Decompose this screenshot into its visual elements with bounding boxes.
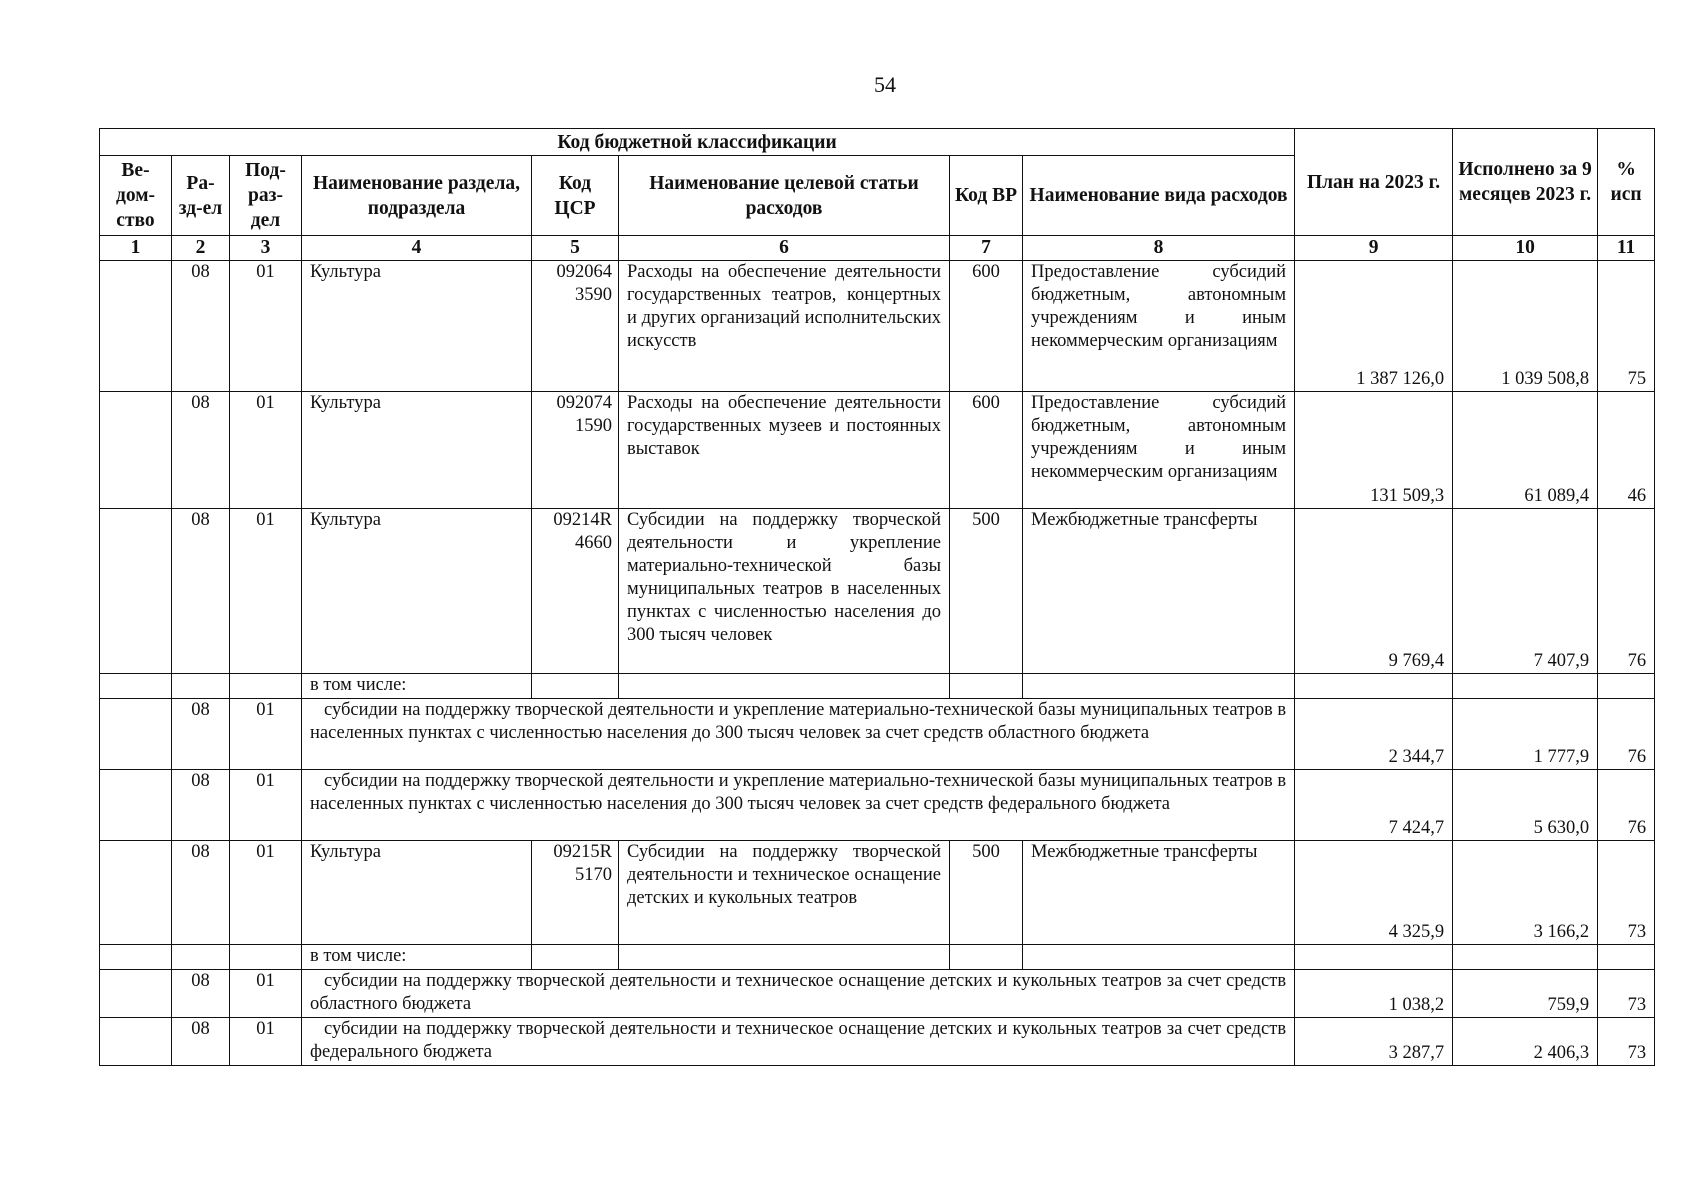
cell-including-label: в том числе: <box>302 945 532 970</box>
column-number: 1 <box>100 236 172 261</box>
cell-pct: 76 <box>1598 699 1655 770</box>
cell-empty <box>1295 674 1453 699</box>
cell-fact: 61 089,4 <box>1453 392 1598 509</box>
table-row <box>100 970 1655 1018</box>
cell-pct: 46 <box>1598 392 1655 509</box>
cell-fact: 3 166,2 <box>1453 841 1598 945</box>
table-row <box>100 699 1655 770</box>
cell-razdel: 08 <box>172 970 230 1018</box>
cell-merged-description: субсидии на поддержку творческой деятельности и техническое оснащение детских и кукольных театров за счет средств областного бюджета <box>302 970 1295 1018</box>
cell-podrazdel: 01 <box>230 699 302 770</box>
cell-name-vr: Межбюджетные трансферты <box>1023 841 1295 945</box>
cell-name-csr: Расходы на обеспечение деятельности государственных музеев и постоянных выставок <box>619 392 950 509</box>
cell-vedomstvo <box>100 970 172 1018</box>
table-row <box>100 261 1655 392</box>
header-name-vr: Наименование вида расходов <box>1023 156 1295 236</box>
cell-fact: 1 777,9 <box>1453 699 1598 770</box>
column-number: 2 <box>172 236 230 261</box>
column-number: 6 <box>619 236 950 261</box>
cell-podrazdel: 01 <box>230 392 302 509</box>
cell-empty <box>532 674 619 699</box>
cell-empty <box>532 945 619 970</box>
column-number: 5 <box>532 236 619 261</box>
table-row-subtotal-label <box>100 945 1655 970</box>
cell-podrazdel: 01 <box>230 509 302 674</box>
cell-podrazdel: 01 <box>230 841 302 945</box>
cell-vr: 500 <box>950 841 1023 945</box>
table-row <box>100 1018 1655 1066</box>
header-name-csr: Наименование целевой статьи расходов <box>619 156 950 236</box>
cell-plan: 7 424,7 <box>1295 770 1453 841</box>
column-number: 8 <box>1023 236 1295 261</box>
cell-csr: 092064 3590 <box>532 261 619 392</box>
cell-empty <box>230 945 302 970</box>
cell-pct: 75 <box>1598 261 1655 392</box>
cell-razdel: 08 <box>172 841 230 945</box>
cell-merged-description: субсидии на поддержку творческой деятельности и укрепление материально-технической базы муниципальных театров в населенных пунктах с численностью населения до 300 тысяч человек за счет средств федерального бюджета <box>302 770 1295 841</box>
cell-plan: 4 325,9 <box>1295 841 1453 945</box>
cell-razdel: 08 <box>172 1018 230 1066</box>
cell-fact: 2 406,3 <box>1453 1018 1598 1066</box>
column-number: 4 <box>302 236 532 261</box>
page-number: 54 <box>874 72 896 97</box>
cell-plan: 1 387 126,0 <box>1295 261 1453 392</box>
header-fact: Исполнено за 9 месяцев 2023 г. <box>1453 129 1598 236</box>
cell-vedomstvo <box>100 699 172 770</box>
cell-plan: 2 344,7 <box>1295 699 1453 770</box>
column-number: 10 <box>1453 236 1598 261</box>
header-row-group <box>100 129 1655 156</box>
cell-razdel: 08 <box>172 261 230 392</box>
cell-pct: 73 <box>1598 970 1655 1018</box>
cell-name-razdel: Культура <box>302 841 532 945</box>
cell-name-vr: Межбюджетные трансферты <box>1023 509 1295 674</box>
header-name-razdel: Наименование раздела, подраздела <box>302 156 532 236</box>
cell-vedomstvo <box>100 392 172 509</box>
cell-pct: 73 <box>1598 841 1655 945</box>
cell-razdel: 08 <box>172 509 230 674</box>
cell-fact: 7 407,9 <box>1453 509 1598 674</box>
cell-name-razdel: Культура <box>302 509 532 674</box>
cell-vr: 500 <box>950 509 1023 674</box>
column-number: 7 <box>950 236 1023 261</box>
header-budget-code-group: Код бюджетной классификации <box>100 129 1295 156</box>
cell-empty <box>172 945 230 970</box>
cell-empty <box>1023 674 1295 699</box>
cell-plan: 131 509,3 <box>1295 392 1453 509</box>
cell-empty <box>100 674 172 699</box>
column-number: 3 <box>230 236 302 261</box>
cell-podrazdel: 01 <box>230 970 302 1018</box>
header-vedomstvo: Ве-дом-ство <box>100 156 172 236</box>
cell-including-label: в том числе: <box>302 674 532 699</box>
header-podrazdel: Под-раз-дел <box>230 156 302 236</box>
cell-name-csr: Субсидии на поддержку творческой деятельности и техническое оснащение детских и кукольных театров <box>619 841 950 945</box>
cell-razdel: 08 <box>172 699 230 770</box>
table-row-subtotal-label <box>100 674 1655 699</box>
cell-vedomstvo <box>100 841 172 945</box>
cell-name-razdel: Культура <box>302 261 532 392</box>
cell-pct: 76 <box>1598 509 1655 674</box>
cell-empty <box>100 945 172 970</box>
cell-empty <box>950 674 1023 699</box>
table-row <box>100 841 1655 945</box>
cell-fact: 1 039 508,8 <box>1453 261 1598 392</box>
cell-name-razdel: Культура <box>302 392 532 509</box>
cell-empty <box>1598 674 1655 699</box>
cell-podrazdel: 01 <box>230 1018 302 1066</box>
cell-vedomstvo <box>100 509 172 674</box>
cell-empty <box>1023 945 1295 970</box>
cell-empty <box>230 674 302 699</box>
cell-pct: 76 <box>1598 770 1655 841</box>
header-pct: % исп <box>1598 129 1655 236</box>
cell-name-vr: Предоставление субсидий бюджетным, автономным учреждениям и иным некоммерческим организациям <box>1023 392 1295 509</box>
cell-csr: 092074 1590 <box>532 392 619 509</box>
cell-empty <box>619 945 950 970</box>
cell-empty <box>1453 945 1598 970</box>
cell-vedomstvo <box>100 770 172 841</box>
cell-vedomstvo <box>100 261 172 392</box>
cell-podrazdel: 01 <box>230 770 302 841</box>
cell-vr: 600 <box>950 261 1023 392</box>
cell-csr: 09214R 4660 <box>532 509 619 674</box>
cell-csr: 09215R 5170 <box>532 841 619 945</box>
cell-name-vr: Предоставление субсидий бюджетным, автономным учреждениям и иным некоммерческим организациям <box>1023 261 1295 392</box>
cell-merged-description: субсидии на поддержку творческой деятельности и техническое оснащение детских и кукольных театров за счет средств федерального бюджета <box>302 1018 1295 1066</box>
cell-fact: 5 630,0 <box>1453 770 1598 841</box>
column-number: 11 <box>1598 236 1655 261</box>
cell-vr: 600 <box>950 392 1023 509</box>
header-vr: Код ВР <box>950 156 1023 236</box>
budget-table <box>99 128 1655 1066</box>
cell-podrazdel: 01 <box>230 261 302 392</box>
cell-name-csr: Субсидии на поддержку творческой деятельности и укрепление материально-технической базы муниципальных театров в населенных пунктах с численностью населения до 300 тысяч человек <box>619 509 950 674</box>
header-csr: Код ЦСР <box>532 156 619 236</box>
column-number: 9 <box>1295 236 1453 261</box>
table-row <box>100 509 1655 674</box>
cell-plan: 9 769,4 <box>1295 509 1453 674</box>
header-plan: План на 2023 г. <box>1295 129 1453 236</box>
cell-vedomstvo <box>100 1018 172 1066</box>
cell-razdel: 08 <box>172 770 230 841</box>
cell-plan: 3 287,7 <box>1295 1018 1453 1066</box>
table-row <box>100 770 1655 841</box>
cell-empty <box>1453 674 1598 699</box>
table-row <box>100 392 1655 509</box>
cell-razdel: 08 <box>172 392 230 509</box>
cell-name-csr: Расходы на обеспечение деятельности государственных театров, концертных и других организаций исполнительских искусств <box>619 261 950 392</box>
cell-fact: 759,9 <box>1453 970 1598 1018</box>
column-numbers-row <box>100 236 1655 261</box>
cell-plan: 1 038,2 <box>1295 970 1453 1018</box>
cell-pct: 73 <box>1598 1018 1655 1066</box>
cell-empty <box>1598 945 1655 970</box>
cell-empty <box>619 674 950 699</box>
cell-empty <box>950 945 1023 970</box>
header-razdel: Ра-зд-ел <box>172 156 230 236</box>
cell-merged-description: субсидии на поддержку творческой деятельности и укрепление материально-технической базы муниципальных театров в населенных пунктах с численностью населения до 300 тысяч человек за счет средств областного бюджета <box>302 699 1295 770</box>
cell-empty <box>172 674 230 699</box>
cell-empty <box>1295 945 1453 970</box>
